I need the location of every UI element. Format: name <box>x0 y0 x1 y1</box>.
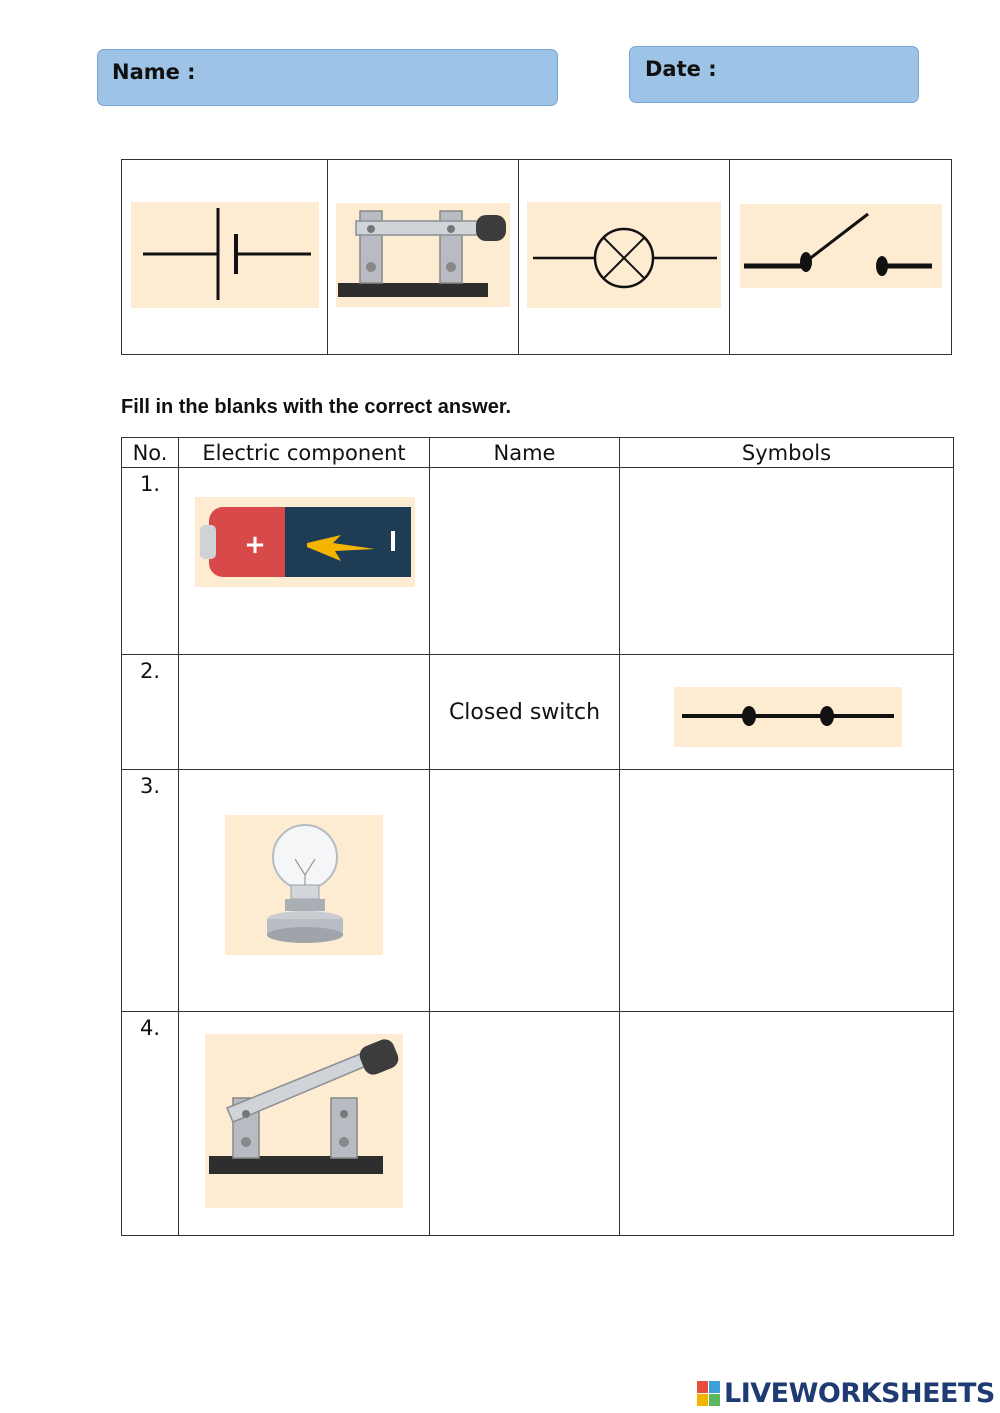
symbol-answer-cell[interactable] <box>620 1012 954 1236</box>
table-row <box>122 770 954 1012</box>
date-label: Date : <box>645 57 717 81</box>
date-input[interactable] <box>725 57 909 89</box>
row-number: 3. <box>122 770 179 1012</box>
symbol-answer-cell[interactable] <box>620 468 954 655</box>
ref-cell-open-switch-symbol <box>730 160 952 355</box>
answer-table <box>121 437 954 1236</box>
header-name: Name <box>430 438 620 468</box>
brand-text: LIVEWORKSHEETS <box>724 1378 995 1409</box>
liveworksheets-badge-icon <box>697 1381 721 1407</box>
component-cell <box>179 468 430 655</box>
name-answer-cell[interactable] <box>430 1012 620 1236</box>
table-row <box>122 468 954 655</box>
svg-text:+: + <box>244 530 266 560</box>
component-cell <box>179 1012 430 1236</box>
closed-switch-symbol-icon <box>674 687 902 747</box>
component-answer-cell[interactable] <box>179 655 430 770</box>
instruction-text: Fill in the blanks with the correct answer. <box>121 396 512 418</box>
open-switch-symbol-icon <box>740 204 942 288</box>
table-row <box>122 655 954 770</box>
light-bulb-icon <box>225 815 383 955</box>
ref-cell-closed-switch <box>328 160 519 355</box>
table-row <box>122 1012 954 1236</box>
table-header-row <box>122 438 954 468</box>
row-number: 2. <box>122 655 179 770</box>
row-number: 1. <box>122 468 179 655</box>
liveworksheets-logo <box>697 1378 995 1409</box>
ref-cell-battery-symbol <box>122 160 328 355</box>
name-cell <box>430 655 620 770</box>
symbol-answer-cell[interactable] <box>620 770 954 1012</box>
row-number: 4. <box>122 1012 179 1236</box>
bulb-symbol-icon <box>527 202 721 308</box>
battery-icon <box>195 497 415 587</box>
battery-symbol-icon <box>131 202 319 308</box>
reference-table <box>121 159 952 355</box>
symbol-cell <box>620 655 954 770</box>
name-input[interactable] <box>205 60 549 92</box>
header-no: No. <box>122 438 179 468</box>
header-symbols: Symbols <box>620 438 954 468</box>
name-answer-cell[interactable] <box>430 770 620 1012</box>
name-label: Name : <box>112 60 196 84</box>
header-electric-component: Electric component <box>179 438 430 468</box>
closed-switch-label: Closed switch <box>448 699 601 725</box>
ref-cell-bulb-symbol <box>519 160 730 355</box>
component-cell <box>179 770 430 1012</box>
name-answer-cell[interactable] <box>430 468 620 655</box>
closed-knife-switch-icon <box>336 203 510 307</box>
open-knife-switch-icon <box>205 1034 403 1208</box>
